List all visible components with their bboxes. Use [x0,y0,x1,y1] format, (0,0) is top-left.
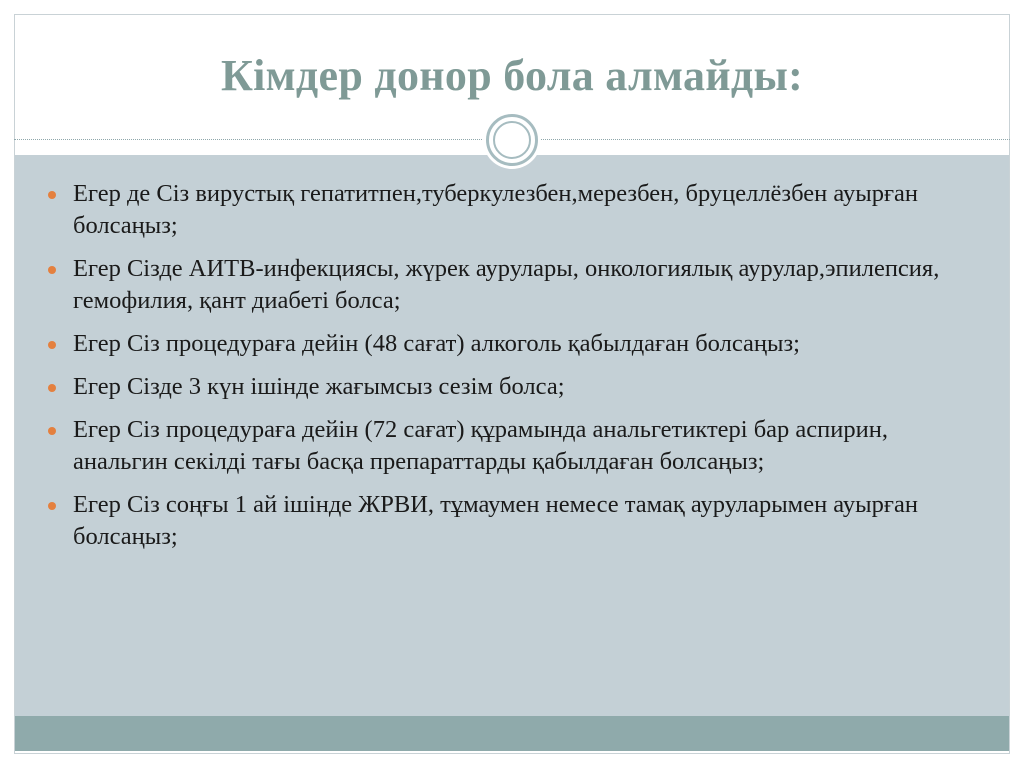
bottom-bar [15,716,1009,751]
bullet-dot-icon [48,502,56,510]
bullet-text: Егер Сізде 3 күн ішінде жағымсыз сезім болса; [73,373,565,400]
bullet-text: Егер Сіз соңғы 1 ай ішінде ЖРВИ, тұмаумен немесе тамақ ауруларымен ауырған болсаңыз; [73,491,918,550]
slide-title: Кімдер донор бола алмайды: [220,51,804,100]
bullet-item [46,414,976,478]
bullet-dot-icon [48,341,56,349]
bullet-text: Егер Сізде АИТВ-инфекциясы, жүрек аурулары, онкологиялық аурулар,эпилепсия, гемофилия, қант диабеті болса; [73,255,940,314]
bullet-list [46,178,976,564]
bullet-text: Егер де Сіз вирустық гепатитпен,туберкулезбен,мерезбен, бруцеллёзбен ауырған болсаңыз; [73,180,918,239]
bullet-item [46,489,976,553]
bullet-item [46,178,976,242]
ornament-inner-ring [493,121,531,159]
bullet-dot-icon [48,266,56,274]
bullet-dot-icon [48,384,56,392]
bullet-text: Егер Сіз процедураға дейін (72 сағат) құрамында анальгетиктері бар аспирин, анальгин секілді тағы басқа препараттарды қабылдаған болсаңыз; [73,416,888,475]
circle-ornament-icon [483,111,541,169]
bullet-dot-icon [48,427,56,435]
bullet-item [46,371,976,403]
bullet-item [46,328,976,360]
bullet-dot-icon [48,191,56,199]
bullet-item [46,253,976,317]
bullet-text: Егер Сіз процедураға дейін (48 сағат) алкоголь қабылдаған болсаңыз; [73,330,800,357]
